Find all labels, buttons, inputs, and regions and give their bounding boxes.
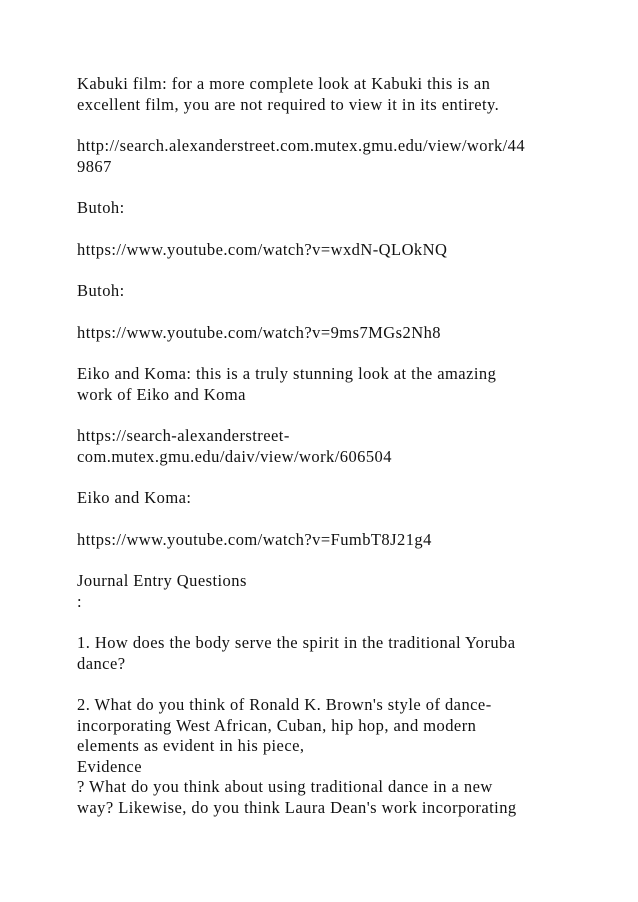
eiko-koma-label: Eiko and Koma:	[77, 488, 192, 507]
journal-entry-heading: Journal Entry Questions :	[77, 571, 247, 611]
journal-question-2: 2. What do you think of Ronald K. Brown's style of dance- incorporating West African, Cuban, hip hop, and modern elements as evident in his piece, Evidence ? What do you think about using traditional dance in a new way? Likewise, do you think Laura Dean's work incorporating	[77, 695, 517, 817]
eiko-koma-link-second[interactable]: https://www.youtube.com/watch?v=FumbT8J21g4	[77, 529, 432, 549]
butoh-label-second: Butoh:	[77, 281, 125, 300]
journal-question-1: 1. How does the body serve the spirit in the traditional Yoruba dance?	[77, 633, 516, 673]
butoh-label-first: Butoh:	[77, 198, 125, 217]
kabuki-film-description: Kabuki film: for a more complete look at Kabuki this is an excellent film, you are not required to view it in its entirety.	[77, 74, 500, 114]
eiko-koma-link-first[interactable]: https://search-alexanderstreet- com.mutex.gmu.edu/daiv/view/work/606504	[77, 426, 392, 466]
butoh-link-second[interactable]: https://www.youtube.com/watch?v=9ms7MGs2Nh8	[77, 322, 441, 342]
butoh-link-first[interactable]: https://www.youtube.com/watch?v=wxdN-QLOkNQ	[77, 239, 448, 259]
kabuki-film-link[interactable]: http://search.alexanderstreet.com.mutex.gmu.edu/view/work/44 9867	[77, 136, 526, 176]
eiko-koma-description: Eiko and Koma: this is a truly stunning look at the amazing work of Eiko and Koma	[77, 364, 497, 404]
